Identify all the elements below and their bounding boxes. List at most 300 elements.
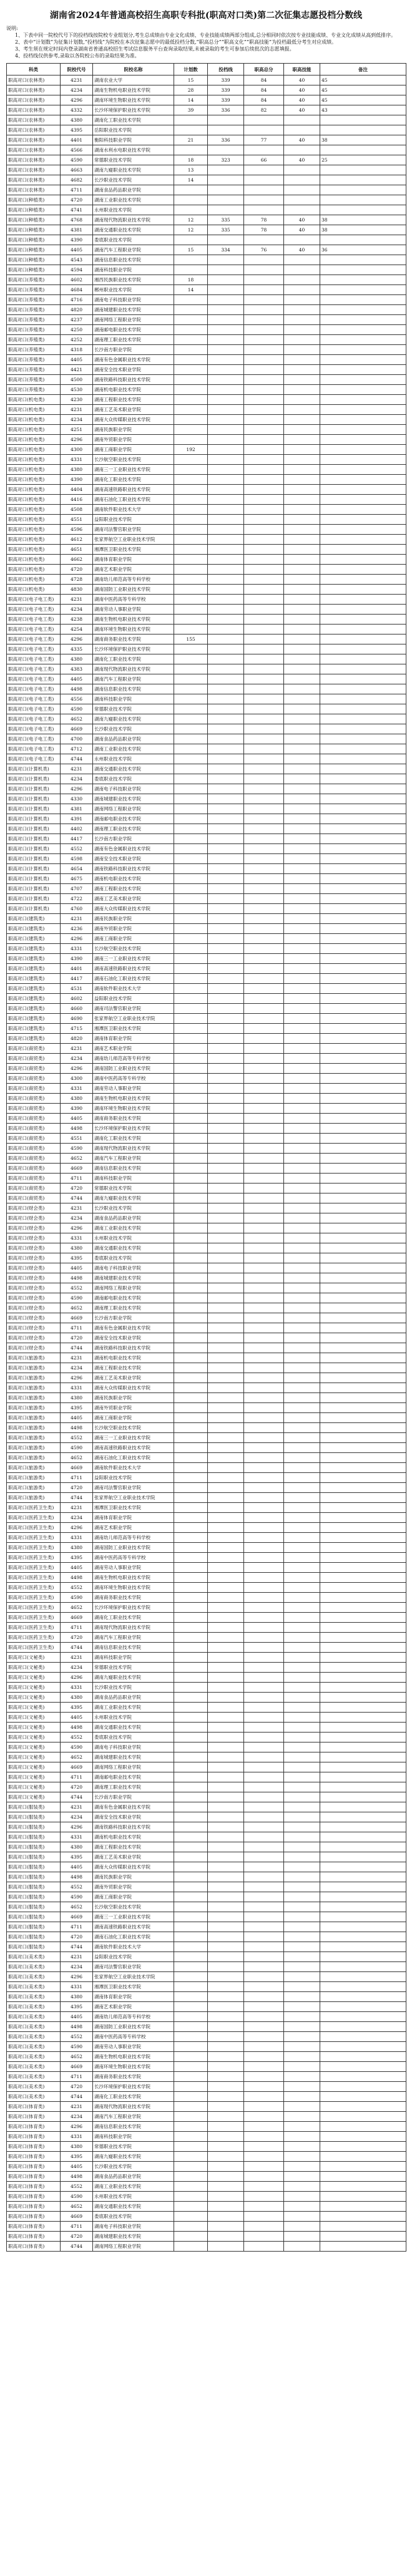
table-row xyxy=(7,1094,406,1104)
cell-plan xyxy=(174,1433,208,1443)
cell-note xyxy=(320,914,406,924)
cell-school-name: 湖南信息职业技术学院 xyxy=(93,684,174,694)
cell-category: 职高对口(美术类) xyxy=(7,1982,61,1992)
cell-skill xyxy=(284,465,320,475)
cell-school-name: 湖南体育职业学院 xyxy=(93,1992,174,2002)
cell-plan xyxy=(174,1423,208,1433)
cell-total xyxy=(244,1303,284,1313)
cell-note xyxy=(320,1782,406,1792)
cell-category: 职高对口(商贸类) xyxy=(7,1054,61,1064)
cell-school-name: 湖南城建职业技术学院 xyxy=(93,305,174,315)
cell-category: 职高对口(旅游类) xyxy=(7,1473,61,1483)
cell-skill xyxy=(284,1503,320,1513)
header-category: 科类 xyxy=(7,64,61,75)
table-row xyxy=(7,1782,406,1792)
cell-school-name: 湖南网络工程职业学院 xyxy=(93,315,174,325)
cell-plan xyxy=(174,2132,208,2142)
cell-category: 职高对口(建筑类) xyxy=(7,924,61,934)
cell-note xyxy=(320,804,406,814)
cell-score xyxy=(208,884,244,894)
cell-skill xyxy=(284,2142,320,2152)
cell-school-name: 湖南化工职业技术学院 xyxy=(93,115,174,125)
cell-plan: 192 xyxy=(174,445,208,455)
cell-note xyxy=(320,674,406,684)
cell-school-code: 4380 xyxy=(61,1842,93,1852)
cell-score xyxy=(208,914,244,924)
cell-score xyxy=(208,1203,244,1213)
cell-score xyxy=(208,1832,244,1842)
cell-school-code: 4296 xyxy=(61,1673,93,1683)
cell-plan xyxy=(174,485,208,495)
cell-score xyxy=(208,1962,244,1972)
cell-total xyxy=(244,525,284,535)
cell-category: 职高对口(医药卫生类) xyxy=(7,1613,61,1623)
cell-school-code: 4332 xyxy=(61,105,93,115)
cell-skill xyxy=(284,1014,320,1024)
cell-skill xyxy=(284,1283,320,1293)
cell-category: 职高对口(美术类) xyxy=(7,2042,61,2052)
cell-note xyxy=(320,1383,406,1393)
table-row xyxy=(7,1822,406,1832)
table-row xyxy=(7,1223,406,1233)
cell-school-code: 4711 xyxy=(61,1174,93,1184)
cell-plan xyxy=(174,125,208,135)
cell-school-name: 湖南艺术职业学院 xyxy=(93,1523,174,1533)
table-row xyxy=(7,265,406,275)
cell-score xyxy=(208,904,244,914)
cell-note xyxy=(320,1992,406,2002)
cell-school-name: 湖南外贸职业学院 xyxy=(93,1882,174,1892)
cell-total xyxy=(244,1533,284,1543)
table-row xyxy=(7,924,406,934)
table-row xyxy=(7,994,406,1004)
table-row xyxy=(7,165,406,175)
cell-note xyxy=(320,1303,406,1313)
cell-school-name: 长沙环境保护职业技术学院 xyxy=(93,1124,174,1134)
cell-note xyxy=(320,744,406,754)
cell-school-name: 湖南汽车工程职业学院 xyxy=(93,2112,174,2122)
cell-note xyxy=(320,1882,406,1892)
cell-school-name: 湖南工商职业学院 xyxy=(93,445,174,455)
cell-score xyxy=(208,175,244,185)
cell-category: 职高对口(体育类) xyxy=(7,2222,61,2232)
cell-note xyxy=(320,575,406,585)
cell-school-code: 4234 xyxy=(61,1812,93,1822)
cell-school-name: 湖南九嶷职业技术学院 xyxy=(93,1673,174,1683)
table-row xyxy=(7,1643,406,1653)
cell-skill xyxy=(284,345,320,355)
cell-school-code: 4390 xyxy=(61,235,93,245)
cell-school-name: 湖南食品药品职业学院 xyxy=(93,734,174,744)
cell-school-name: 湖南艺术职业学院 xyxy=(93,565,174,575)
cell-score xyxy=(208,1164,244,1174)
cell-plan xyxy=(174,1653,208,1663)
cell-school-name: 娄底职业技术学院 xyxy=(93,235,174,245)
table-row xyxy=(7,1573,406,1583)
cell-note xyxy=(320,605,406,615)
cell-school-code: 4700 xyxy=(61,734,93,744)
cell-school-name: 湖南国防工业职业技术学院 xyxy=(93,1543,174,1553)
table-row xyxy=(7,764,406,774)
cell-school-name: 湖南九嶷职业技术学院 xyxy=(93,2152,174,2162)
cell-category: 职高对口(文秘类) xyxy=(7,1723,61,1733)
cell-category: 职高对口(体育类) xyxy=(7,2112,61,2122)
cell-plan: 14 xyxy=(174,95,208,105)
cell-score xyxy=(208,1283,244,1293)
cell-total xyxy=(244,2092,284,2102)
cell-note xyxy=(320,305,406,315)
cell-school-code: 4296 xyxy=(61,934,93,944)
cell-skill xyxy=(284,1852,320,1862)
cell-skill xyxy=(284,285,320,295)
cell-note xyxy=(320,1493,406,1503)
cell-skill xyxy=(284,1533,320,1543)
cell-category: 职高对口(电子电工类) xyxy=(7,734,61,744)
table-row xyxy=(7,854,406,864)
cell-note: 43 xyxy=(320,105,406,115)
cell-school-name: 湖南生物机电职业技术学院 xyxy=(93,85,174,95)
cell-score xyxy=(208,834,244,844)
cell-school-code: 4684 xyxy=(61,285,93,295)
cell-school-code: 4331 xyxy=(61,1832,93,1842)
cell-total xyxy=(244,1114,284,1124)
cell-category: 职高对口(机电类) xyxy=(7,525,61,535)
cell-school-name: 湖南信息职业技术学院 xyxy=(93,1164,174,1174)
note-line: 4、投档线仅供参考,录取以各院校公布的录取结果为准。 xyxy=(15,53,140,59)
cell-plan xyxy=(174,934,208,944)
cell-score xyxy=(208,1134,244,1144)
cell-plan xyxy=(174,994,208,1004)
cell-category: 职高对口(计算机类) xyxy=(7,794,61,804)
cell-total xyxy=(244,2032,284,2042)
cell-school-name: 湖南工商职业学院 xyxy=(93,1892,174,1902)
cell-skill xyxy=(284,2102,320,2112)
cell-note xyxy=(320,235,406,245)
cell-total xyxy=(244,1862,284,1872)
cell-plan xyxy=(174,2112,208,2122)
cell-school-code: 4405 xyxy=(61,1563,93,1573)
cell-score xyxy=(208,1333,244,1343)
cell-score xyxy=(208,1144,244,1154)
cell-school-name: 长沙南方职业学院 xyxy=(93,1313,174,1323)
cell-note xyxy=(320,1653,406,1663)
cell-school-name: 湖南现代物流职业技术学院 xyxy=(93,2102,174,2112)
cell-category: 职高对口(文秘类) xyxy=(7,1673,61,1683)
cell-school-code: 4330 xyxy=(61,794,93,804)
cell-school-name: 湖南安全技术职业学院 xyxy=(93,1812,174,1822)
cell-plan xyxy=(174,1443,208,1453)
cell-plan xyxy=(174,265,208,275)
cell-skill xyxy=(284,355,320,365)
cell-school-code: 4651 xyxy=(61,545,93,555)
cell-school-code: 4231 xyxy=(61,2102,93,2112)
cell-skill xyxy=(284,1862,320,1872)
cell-skill xyxy=(284,2032,320,2042)
cell-plan xyxy=(174,2172,208,2182)
table-row xyxy=(7,704,406,714)
cell-score xyxy=(208,1473,244,1483)
cell-school-code: 4231 xyxy=(61,1044,93,1054)
table-row xyxy=(7,1144,406,1154)
cell-school-name: 湖南司法警官职业学院 xyxy=(93,1004,174,1014)
cell-score xyxy=(208,744,244,754)
table-row xyxy=(7,525,406,535)
table-row xyxy=(7,315,406,325)
cell-plan xyxy=(174,235,208,245)
cell-category: 职高对口(电子电工类) xyxy=(7,704,61,714)
cell-school-name: 湖南司法警官职业学院 xyxy=(93,525,174,535)
cell-total xyxy=(244,255,284,265)
cell-total xyxy=(244,2012,284,2022)
cell-note xyxy=(320,1413,406,1423)
cell-score xyxy=(208,2162,244,2172)
cell-school-name: 湖南劳动人事职业学院 xyxy=(93,605,174,615)
cell-score xyxy=(208,2112,244,2122)
cell-school-code: 4405 xyxy=(61,1862,93,1872)
cell-school-code: 4720 xyxy=(61,1333,93,1343)
cell-school-name: 湖南工艺美术职业学院 xyxy=(93,1852,174,1862)
cell-plan xyxy=(174,1014,208,1024)
cell-note xyxy=(320,1633,406,1643)
table-row xyxy=(7,195,406,205)
table-row xyxy=(7,1992,406,2002)
cell-note xyxy=(320,2222,406,2232)
cell-category: 职高对口(建筑类) xyxy=(7,994,61,1004)
cell-score xyxy=(208,2132,244,2142)
cell-total xyxy=(244,595,284,605)
cell-score xyxy=(208,275,244,285)
cell-school-name: 湘潭医卫职业技术学院 xyxy=(93,545,174,555)
cell-category: 职高对口(机电类) xyxy=(7,505,61,515)
cell-school-code: 4654 xyxy=(61,864,93,874)
cell-note xyxy=(320,195,406,205)
cell-school-code: 4669 xyxy=(61,724,93,734)
table-row xyxy=(7,455,406,465)
cell-score xyxy=(208,2092,244,2102)
cell-skill xyxy=(284,1303,320,1313)
cell-school-code: 4669 xyxy=(61,1164,93,1174)
cell-score xyxy=(208,375,244,385)
cell-score xyxy=(208,1253,244,1263)
cell-category: 职高对口(计算机类) xyxy=(7,884,61,894)
cell-total xyxy=(244,904,284,914)
cell-category: 职高对口(服装类) xyxy=(7,1872,61,1882)
cell-total xyxy=(244,1034,284,1044)
table-row xyxy=(7,1842,406,1852)
cell-skill xyxy=(284,1114,320,1124)
table-row xyxy=(7,834,406,844)
cell-school-name: 湖南化工职业技术学院 xyxy=(93,475,174,485)
cell-category: 职高对口(医药卫生类) xyxy=(7,1523,61,1533)
cell-note xyxy=(320,1363,406,1373)
cell-skill xyxy=(284,1663,320,1673)
cell-category: 职高对口(文秘类) xyxy=(7,1733,61,1742)
cell-total xyxy=(244,1243,284,1253)
cell-plan xyxy=(174,814,208,824)
cell-skill xyxy=(284,2182,320,2192)
cell-note xyxy=(320,2102,406,2112)
table-row xyxy=(7,884,406,894)
cell-skill: 40 xyxy=(284,225,320,235)
cell-plan xyxy=(174,1822,208,1832)
cell-school-code: 4331 xyxy=(61,1233,93,1243)
cell-score xyxy=(208,1932,244,1942)
table-row xyxy=(7,1952,406,1962)
cell-school-name: 湖南艺术职业学院 xyxy=(93,2002,174,2012)
cell-plan xyxy=(174,2092,208,2102)
cell-category: 职高对口(美术类) xyxy=(7,2092,61,2102)
cell-plan xyxy=(174,854,208,864)
cell-plan xyxy=(174,515,208,525)
cell-school-code: 4669 xyxy=(61,2062,93,2072)
cell-school-name: 湖南网络工程职业学院 xyxy=(93,2242,174,2252)
cell-note xyxy=(320,1802,406,1812)
cell-school-name: 湖南三一工业职业技术学院 xyxy=(93,1912,174,1922)
cell-school-code: 4380 xyxy=(61,1094,93,1104)
cell-total xyxy=(244,125,284,135)
cell-score xyxy=(208,804,244,814)
cell-note xyxy=(320,175,406,185)
cell-score xyxy=(208,1583,244,1593)
cell-plan xyxy=(174,804,208,814)
cell-total xyxy=(244,575,284,585)
cell-score xyxy=(208,1852,244,1862)
cell-score: 339 xyxy=(208,95,244,105)
cell-skill xyxy=(284,1383,320,1393)
cell-score xyxy=(208,2192,244,2202)
table-row xyxy=(7,864,406,874)
cell-total xyxy=(244,2072,284,2082)
cell-skill xyxy=(284,455,320,465)
table-row xyxy=(7,954,406,964)
cell-skill xyxy=(284,1074,320,1084)
cell-school-code: 4669 xyxy=(61,1613,93,1623)
cell-note xyxy=(320,1962,406,1972)
cell-school-name: 湖南大众传媒职业技术学院 xyxy=(93,1383,174,1393)
cell-score xyxy=(208,2002,244,2012)
cell-school-code: 4830 xyxy=(61,585,93,595)
cell-total xyxy=(244,664,284,674)
cell-category: 职高对口(体育类) xyxy=(7,2162,61,2172)
cell-plan: 14 xyxy=(174,285,208,295)
cell-note xyxy=(320,1483,406,1493)
cell-skill xyxy=(284,774,320,784)
cell-skill xyxy=(284,2122,320,2132)
cell-skill xyxy=(284,814,320,824)
cell-note xyxy=(320,1144,406,1154)
cell-category: 职高对口(美术类) xyxy=(7,1952,61,1962)
cell-plan xyxy=(174,525,208,535)
cell-school-name: 湖南体育职业学院 xyxy=(93,1513,174,1523)
cell-school-name: 湖南网络工程职业学院 xyxy=(93,1762,174,1772)
cell-school-name: 永州职业技术学院 xyxy=(93,1713,174,1723)
cell-school-code: 4231 xyxy=(61,1653,93,1663)
cell-plan xyxy=(174,2242,208,2252)
cell-school-name: 常德职业技术学院 xyxy=(93,1663,174,1673)
cell-plan xyxy=(174,974,208,984)
table-row xyxy=(7,155,406,165)
cell-score xyxy=(208,2082,244,2092)
cell-total xyxy=(244,1313,284,1323)
cell-plan xyxy=(174,1882,208,1892)
cell-category: 职高对口(商贸类) xyxy=(7,1114,61,1124)
cell-score xyxy=(208,1393,244,1403)
cell-total xyxy=(244,2182,284,2192)
cell-skill xyxy=(284,2052,320,2062)
cell-school-code: 4380 xyxy=(61,465,93,475)
cell-score xyxy=(208,2202,244,2212)
cell-note xyxy=(320,565,406,575)
cell-skill xyxy=(284,1703,320,1713)
cell-skill xyxy=(284,1603,320,1613)
table-row xyxy=(7,1772,406,1782)
cell-category: 职高对口(种植类) xyxy=(7,235,61,245)
cell-plan xyxy=(174,694,208,704)
cell-total xyxy=(244,1483,284,1493)
cell-skill: 40 xyxy=(284,155,320,165)
cell-school-code: 4602 xyxy=(61,275,93,285)
table-row xyxy=(7,1064,406,1074)
table-row xyxy=(7,405,406,415)
cell-category: 职高对口(旅游类) xyxy=(7,1483,61,1493)
cell-plan xyxy=(174,1922,208,1932)
cell-school-name: 湖南九嶷职业技术学院 xyxy=(93,1193,174,1203)
cell-school-code: 4508 xyxy=(61,505,93,515)
cell-school-name: 湖南食品药品职业学院 xyxy=(93,185,174,195)
cell-note xyxy=(320,415,406,425)
cell-category: 职高对口(养殖类) xyxy=(7,355,61,365)
cell-total xyxy=(244,1653,284,1663)
cell-score xyxy=(208,385,244,395)
cell-total xyxy=(244,505,284,515)
cell-plan xyxy=(174,1403,208,1413)
cell-school-name: 湖南劳动人事职业学院 xyxy=(93,1084,174,1094)
cell-category: 职高对口(种植类) xyxy=(7,205,61,215)
table-row xyxy=(7,1962,406,1972)
cell-score xyxy=(208,1193,244,1203)
cell-note xyxy=(320,824,406,834)
cell-score xyxy=(208,525,244,535)
table-row xyxy=(7,1972,406,1982)
cell-note xyxy=(320,2012,406,2022)
cell-score xyxy=(208,1363,244,1373)
cell-plan xyxy=(174,1553,208,1563)
cell-category: 职高对口(建筑类) xyxy=(7,984,61,994)
cell-note xyxy=(320,1912,406,1922)
cell-note xyxy=(320,1184,406,1193)
cell-category: 职高对口(建筑类) xyxy=(7,944,61,954)
cell-school-name: 张家界航空工业职业技术学院 xyxy=(93,1972,174,1982)
cell-total: 78 xyxy=(244,215,284,225)
cell-note xyxy=(320,1902,406,1912)
cell-plan xyxy=(174,495,208,505)
cell-skill xyxy=(284,1523,320,1533)
cell-score xyxy=(208,1533,244,1543)
cell-total xyxy=(244,2042,284,2052)
cell-total xyxy=(244,1563,284,1573)
cell-school-name: 长沙环境保护职业技术学院 xyxy=(93,105,174,115)
cell-total xyxy=(244,1553,284,1563)
cell-plan xyxy=(174,1303,208,1313)
cell-school-code: 4380 xyxy=(61,1693,93,1703)
cell-plan xyxy=(174,405,208,415)
table-row xyxy=(7,85,406,95)
cell-score xyxy=(208,1523,244,1533)
table-row xyxy=(7,1513,406,1523)
cell-plan xyxy=(174,545,208,555)
cell-total xyxy=(244,1014,284,1024)
cell-skill xyxy=(284,1802,320,1812)
